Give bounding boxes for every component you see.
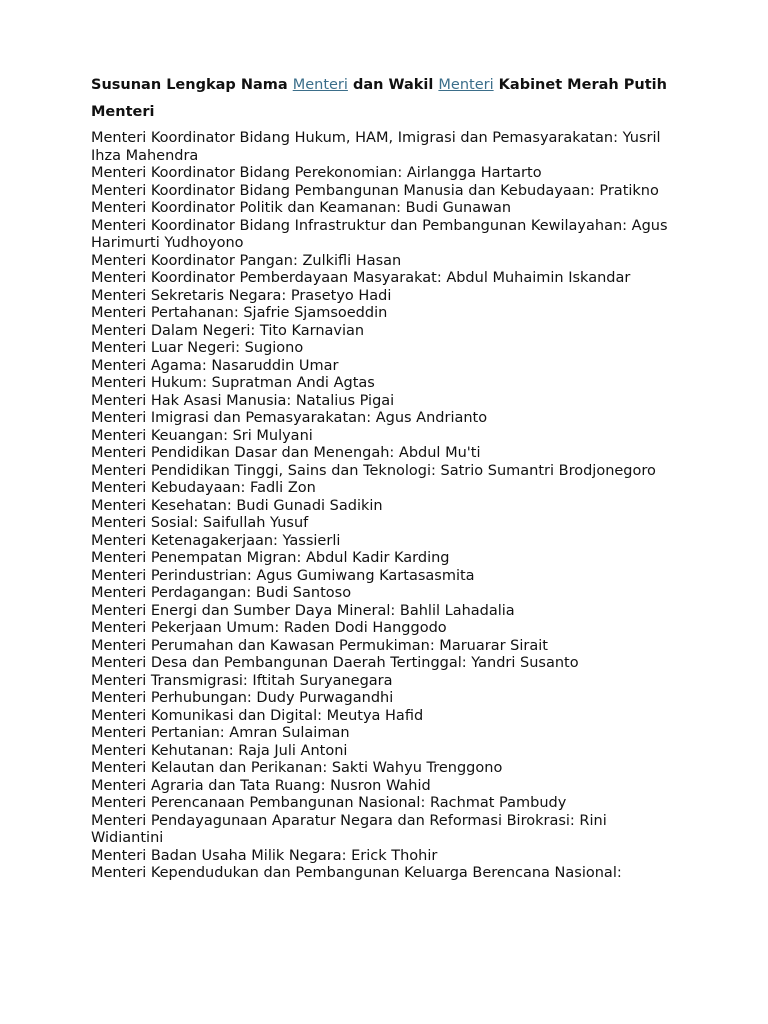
list-item: Menteri Kesehatan: Budi Gunadi Sadikin [91,497,383,514]
list-item: Menteri Luar Negeri: Sugiono [91,340,304,356]
list-item: Menteri Ketenagakerjaan: Yassierli [91,532,341,549]
list-item: Menteri Agraria dan Tata Ruang: Nusron Wahid [91,777,431,794]
list-item: Menteri Komunikasi dan Digital: Meutya Hafid [91,707,424,724]
list-item: Menteri Koordinator Bidang Perekonomian: Airlangga Hartarto [91,165,542,181]
list-item: Menteri Transmigrasi: Iftitah Suryanegara [91,672,393,689]
list-item: Menteri Koordinator Bidang Pembangunan Manusia dan Kebudayaan: Pratikno [91,182,659,199]
list-item: Menteri Pekerjaan Umum: Raden Dodi Hanggodo [91,620,447,636]
list-item: Menteri Desa dan Pembangunan Daerah Tertinggal: Yandri Susanto [91,655,579,671]
title-text-1: Susunan Lengkap Nama [91,77,293,93]
list-item: Menteri Pertanian: Amran Sulaiman [91,725,350,741]
list-item: Menteri Penempatan Migran: Abdul Kadir Karding [91,550,450,566]
minister-list [91,130,681,883]
title-link-menteri-2[interactable]: Menteri [438,77,494,93]
list-item: Menteri Koordinator Pangan: Zulkifli Hasan [91,252,402,269]
list-item: Menteri Keuangan: Sri Mulyani [91,427,313,444]
title-link-menteri-1[interactable]: Menteri [292,77,348,93]
list-item: Menteri Kependudukan dan Pembangunan Keluarga Berencana Nasional: [91,865,622,881]
list-item: Menteri Perumahan dan Kawasan Permukiman: Maruarar Sirait [91,637,548,654]
list-item: Menteri Imigrasi dan Pemasyarakatan: Agus Andrianto [91,410,488,426]
list-item: Menteri Koordinator Bidang Hukum, HAM, Imigrasi dan Pemasyarakatan: Yusril Ihza Mahendra [91,130,661,164]
list-item: Menteri Badan Usaha Milik Negara: Erick Thohir [91,847,438,864]
list-item: Menteri Pendayagunaan Aparatur Negara dan Reformasi Birokrasi: Rini Widiantini [91,812,607,846]
list-item: Menteri Perdagangan: Budi Santoso [91,585,352,601]
title-text-2: dan Wakil [347,77,439,93]
list-item: Menteri Agama: Nasaruddin Umar [91,357,339,374]
list-item: Menteri Perindustrian: Agus Gumiwang Kartasasmita [91,567,475,584]
list-item: Menteri Hukum: Supratman Andi Agtas [91,375,375,391]
section-heading: Menteri [91,104,155,120]
list-item: Menteri Hak Asasi Manusia: Natalius Pigai [91,392,395,409]
list-item: Menteri Pendidikan Dasar dan Menengah: Abdul Mu'ti [91,445,481,461]
title-text-3: Kabinet Merah Putih [493,77,667,93]
list-item: Menteri Kehutanan: Raja Juli Antoni [91,742,348,759]
list-item: Menteri Perencanaan Pembangunan Nasional: Rachmat Pambudy [91,795,567,811]
list-item: Menteri Sekretaris Negara: Prasetyo Hadi [91,287,392,304]
list-item: Menteri Perhubungan: Dudy Purwagandhi [91,690,394,706]
document-title [91,76,681,94]
list-item: Menteri Koordinator Pemberdayaan Masyarakat: Abdul Muhaimin Iskandar [91,270,631,286]
list-item: Menteri Koordinator Politik dan Keamanan: Budi Gunawan [91,200,512,216]
list-item: Menteri Sosial: Saifullah Yusuf [91,515,309,531]
list-item: Menteri Koordinator Bidang Infrastruktur dan Pembangunan Kewilayahan: Agus Harimurti Yudhoyono [91,217,668,251]
list-item: Menteri Dalam Negeri: Tito Karnavian [91,322,365,339]
list-item: Menteri Kelautan dan Perikanan: Sakti Wahyu Trenggono [91,760,503,776]
list-item: Menteri Energi dan Sumber Daya Mineral: Bahlil Lahadalia [91,602,515,619]
document-page [91,76,681,883]
list-item: Menteri Kebudayaan: Fadli Zon [91,480,316,496]
list-item: Menteri Pendidikan Tinggi, Sains dan Teknologi: Satrio Sumantri Brodjonegoro [91,462,656,479]
list-item: Menteri Pertahanan: Sjafrie Sjamsoeddin [91,305,388,321]
